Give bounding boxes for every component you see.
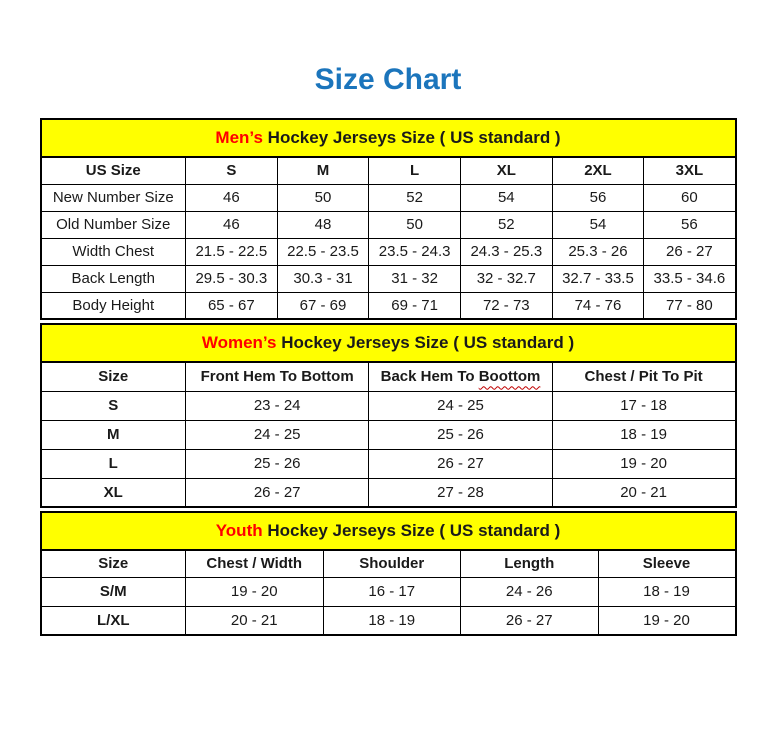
- section-header-text: Hockey Jerseys Size ( US standard ): [262, 128, 561, 147]
- table-row: [41, 292, 736, 319]
- size-value: 24 - 25: [369, 391, 552, 420]
- row-label: S/M: [41, 577, 186, 606]
- size-value: 19 - 20: [186, 577, 324, 606]
- row-label: Old Number Size: [41, 211, 186, 238]
- column-header: Length: [461, 550, 599, 577]
- column-header: Chest / Pit To Pit: [552, 362, 735, 391]
- size-value: 48: [277, 211, 369, 238]
- size-value: 19 - 20: [552, 449, 735, 478]
- size-value: 32 - 32.7: [460, 265, 552, 292]
- size-value: 21.5 - 22.5: [186, 238, 278, 265]
- size-value: 60: [644, 184, 736, 211]
- table-row: [41, 606, 736, 635]
- size-value: 25 - 26: [369, 420, 552, 449]
- size-value: 20 - 21: [186, 606, 324, 635]
- column-header-row: [41, 362, 736, 391]
- column-header: XL: [460, 157, 552, 184]
- size-value: 46: [186, 184, 278, 211]
- size-value: 23 - 24: [186, 391, 369, 420]
- size-value: 18 - 19: [552, 420, 735, 449]
- size-value: 32.7 - 33.5: [552, 265, 644, 292]
- row-label: L/XL: [41, 606, 186, 635]
- column-header: M: [277, 157, 369, 184]
- table-row: [41, 449, 736, 478]
- table-row: [41, 238, 736, 265]
- table-row: [41, 391, 736, 420]
- size-value: 24 - 26: [461, 577, 599, 606]
- row-label: Back Length: [41, 265, 186, 292]
- column-header: L: [369, 157, 461, 184]
- section-header-text: Hockey Jerseys Size ( US standard ): [276, 333, 575, 352]
- row-label: Width Chest: [41, 238, 186, 265]
- column-header: [369, 362, 552, 391]
- row-label: New Number Size: [41, 184, 186, 211]
- section-header: [41, 324, 736, 362]
- size-value: 17 - 18: [552, 391, 735, 420]
- section-header: [41, 512, 736, 550]
- size-value: 33.5 - 34.6: [644, 265, 736, 292]
- size-value: 56: [644, 211, 736, 238]
- size-table-youth: [40, 511, 737, 636]
- column-header: 3XL: [644, 157, 736, 184]
- table-row: [41, 211, 736, 238]
- section-header: [41, 119, 736, 157]
- size-value: 26 - 27: [644, 238, 736, 265]
- size-value: 25.3 - 26: [552, 238, 644, 265]
- size-value: 30.3 - 31: [277, 265, 369, 292]
- size-value: 24 - 25: [186, 420, 369, 449]
- page-title: Size Chart: [314, 63, 462, 96]
- size-value: 26 - 27: [369, 449, 552, 478]
- column-header: Front Hem To Bottom: [186, 362, 369, 391]
- size-value: 56: [552, 184, 644, 211]
- size-value: 69 - 71: [369, 292, 461, 319]
- column-header-row: [41, 157, 736, 184]
- size-value: 50: [369, 211, 461, 238]
- table-row: [41, 184, 736, 211]
- column-header: Shoulder: [323, 550, 461, 577]
- size-value: 23.5 - 24.3: [369, 238, 461, 265]
- size-value: 19 - 20: [598, 606, 736, 635]
- row-label: S: [41, 391, 186, 420]
- size-value: 50: [277, 184, 369, 211]
- size-table-mens: [40, 118, 737, 320]
- size-value: 65 - 67: [186, 292, 278, 319]
- size-value: 52: [369, 184, 461, 211]
- column-header: Chest / Width: [186, 550, 324, 577]
- size-value: 74 - 76: [552, 292, 644, 319]
- size-value: 27 - 28: [369, 478, 552, 507]
- column-header: S: [186, 157, 278, 184]
- size-value: 54: [460, 184, 552, 211]
- size-value: 24.3 - 25.3: [460, 238, 552, 265]
- row-label: M: [41, 420, 186, 449]
- section-header-highlight: Women’s: [201, 333, 277, 352]
- table-row: [41, 420, 736, 449]
- row-label: Body Height: [41, 292, 186, 319]
- size-value: 31 - 32: [369, 265, 461, 292]
- column-header: Sleeve: [598, 550, 736, 577]
- row-label: L: [41, 449, 186, 478]
- tables-container: [40, 118, 737, 636]
- size-value: 16 - 17: [323, 577, 461, 606]
- size-value: 67 - 69: [277, 292, 369, 319]
- section-band-row: [41, 324, 736, 362]
- column-header-text: Back Hem To: [380, 368, 479, 386]
- section-header-highlight: Youth: [215, 521, 263, 540]
- size-value: 29.5 - 30.3: [186, 265, 278, 292]
- size-value: 26 - 27: [186, 478, 369, 507]
- section-band-row: [41, 512, 736, 550]
- size-value: 22.5 - 23.5: [277, 238, 369, 265]
- size-value: 72 - 73: [460, 292, 552, 319]
- size-value: 46: [186, 211, 278, 238]
- size-value: 25 - 26: [186, 449, 369, 478]
- size-value: 20 - 21: [552, 478, 735, 507]
- section-band-row: [41, 119, 736, 157]
- column-header: 2XL: [552, 157, 644, 184]
- size-table-womens: [40, 323, 737, 508]
- table-row: [41, 478, 736, 507]
- size-value: 77 - 80: [644, 292, 736, 319]
- size-value: 54: [552, 211, 644, 238]
- column-header: Size: [41, 362, 186, 391]
- column-header-row: [41, 550, 736, 577]
- size-value: 52: [460, 211, 552, 238]
- section-header-highlight: Men’s: [215, 128, 263, 147]
- section-header-text: Hockey Jerseys Size ( US standard ): [262, 521, 561, 540]
- table-row: [41, 577, 736, 606]
- size-value: 18 - 19: [598, 577, 736, 606]
- column-header: US Size: [41, 157, 186, 184]
- table-row: [41, 265, 736, 292]
- size-value: 26 - 27: [461, 606, 599, 635]
- size-value: 18 - 19: [323, 606, 461, 635]
- row-label: XL: [41, 478, 186, 507]
- size-chart-page: [0, 62, 776, 636]
- misspelled-word: Boottom: [478, 368, 541, 386]
- column-header: Size: [41, 550, 186, 577]
